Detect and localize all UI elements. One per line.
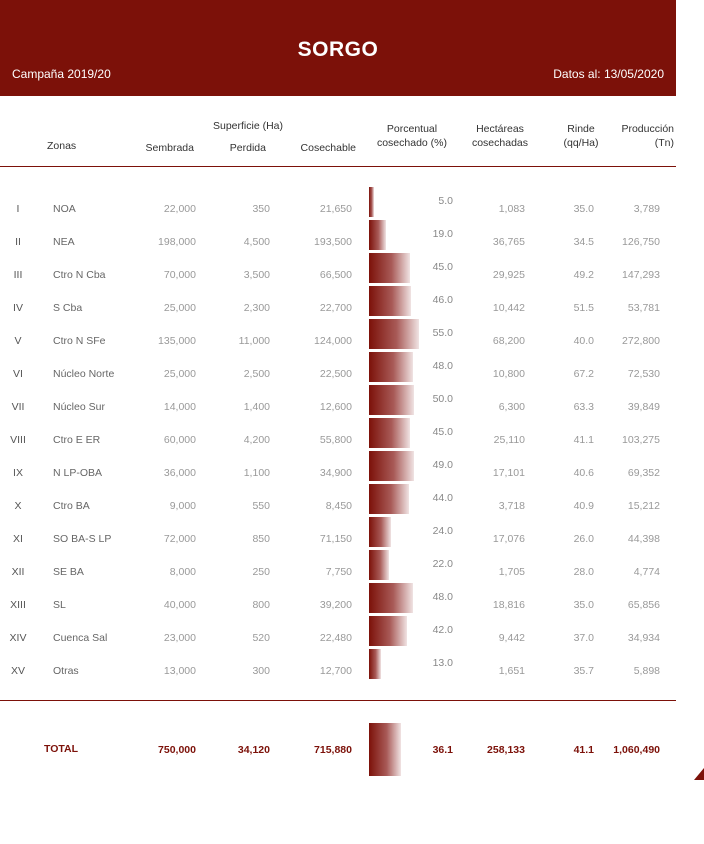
pct-bar [369,418,410,448]
hectareas-value: 29,925 [492,269,525,281]
pct-value: 22.0 [432,558,453,570]
cosechable-value: 71,150 [319,533,352,545]
hectareas-value: 10,442 [492,302,525,314]
produccion-value: 5,898 [633,665,660,677]
rinde-value: 37.0 [573,632,594,644]
pct-bar [369,649,381,679]
zone-name: Cuenca Sal [53,632,108,644]
pct-value: 45.0 [432,261,453,273]
pct-value: 46.0 [432,294,453,306]
sembrada-value: 13,000 [163,665,196,677]
zone-name: Ctro N Cba [53,269,106,281]
cosechable-value: 34,900 [319,467,352,479]
zone-number: X [14,500,22,512]
zone-number: VI [13,368,23,380]
rinde-value: 63.3 [573,401,594,413]
produccion-value: 44,398 [627,533,660,545]
produccion-value: 39,849 [627,401,660,413]
zone-name: Otras [53,665,79,677]
cosechable-value: 12,600 [319,401,352,413]
rinde-value: 35.0 [573,203,594,215]
pct-bar [369,550,389,580]
perdida-value: 520 [252,632,270,644]
hectareas-value: 17,076 [492,533,525,545]
pct-value: 24.0 [432,525,453,537]
total-sembrada: 750,000 [158,744,196,756]
pct-value: 19.0 [432,228,453,240]
header-hectareas-line2: cosechadas [471,137,529,149]
cosechable-value: 7,750 [325,566,352,578]
sembrada-value: 9,000 [169,500,196,512]
hectareas-value: 68,200 [492,335,525,347]
cosechable-value: 66,500 [319,269,352,281]
rinde-value: 67.2 [573,368,594,380]
hectareas-value: 10,800 [492,368,525,380]
zone-name: S Cba [53,302,83,314]
hectareas-value: 9,442 [498,632,525,644]
header-rinde [555,122,607,150]
zone-number: VII [11,401,25,413]
pct-bar [369,484,409,514]
produccion-value: 3,789 [633,203,660,215]
rinde-value: 51.5 [573,302,594,314]
pct-bar [369,616,407,646]
perdida-value: 1,400 [243,401,270,413]
cosechable-value: 22,500 [319,368,352,380]
total-rinde: 41.1 [573,744,594,756]
total-pct: 36.1 [432,744,453,756]
header-rinde-line1: Rinde [567,123,595,135]
produccion-value: 69,352 [627,467,660,479]
header-divider [0,166,676,167]
rinde-value: 28.0 [573,566,594,578]
rinde-value: 34.5 [573,236,594,248]
total-produccion: 1,060,490 [613,744,660,756]
hectareas-value: 1,083 [498,203,525,215]
cosechable-value: 193,500 [314,236,352,248]
zone-name: Ctro BA [53,500,90,512]
hectareas-value: 25,110 [493,434,525,446]
data-date-label: Datos al: 13/05/2020 [553,67,664,81]
perdida-value: 11,000 [238,335,270,347]
header-sembrada: Sembrada [145,142,194,154]
hectareas-value: 1,705 [498,566,525,578]
report-header [0,0,676,96]
rinde-value: 41.1 [573,434,594,446]
total-label: TOTAL [44,743,79,755]
zone-name: Núcleo Norte [53,368,115,380]
zone-number: I [16,203,20,215]
pct-value: 48.0 [432,360,453,372]
cosechable-value: 55,800 [319,434,352,446]
zone-number: VIII [10,434,26,446]
corner-triangle-mark [694,768,704,780]
sembrada-value: 198,000 [158,236,196,248]
cosechable-value: 21,650 [319,203,352,215]
pct-value: 48.0 [432,591,453,603]
perdida-value: 4,500 [243,236,270,248]
perdida-value: 350 [252,203,270,215]
zone-name: NEA [53,236,75,248]
zone-number: XV [10,665,25,677]
produccion-value: 272,800 [622,335,660,347]
zone-number: II [15,236,21,248]
total-cosechable: 715,880 [314,744,352,756]
hectareas-value: 18,816 [492,599,525,611]
zone-number: V [14,335,22,347]
header-hectareas [462,122,538,150]
header-porcentual-line1: Porcentual [386,123,438,135]
cosechable-value: 124,000 [314,335,352,347]
pct-value: 42.0 [432,624,453,636]
hectareas-value: 3,718 [498,500,525,512]
pct-bar [369,220,386,250]
header-porcentual [360,122,464,150]
header-perdida: Perdida [229,142,266,154]
total-hectareas: 258,133 [487,744,525,756]
pct-value: 45.0 [432,426,453,438]
produccion-value: 72,530 [627,368,660,380]
pct-value: 50.0 [432,393,453,405]
cosechable-value: 22,700 [319,302,352,314]
rinde-value: 35.7 [573,665,594,677]
perdida-value: 250 [252,566,270,578]
sembrada-value: 14,000 [163,401,196,413]
pct-value: 13.0 [432,657,453,669]
produccion-value: 103,275 [622,434,660,446]
zone-name: N LP-OBA [53,467,103,479]
rinde-value: 49.2 [573,269,594,281]
zone-number: IX [13,467,23,479]
zone-number: XIII [10,599,26,611]
sembrada-value: 70,000 [163,269,196,281]
produccion-value: 53,781 [627,302,660,314]
produccion-value: 34,934 [627,632,660,644]
pct-value: 49.0 [432,459,453,471]
total-divider [0,700,676,701]
hectareas-value: 1,651 [498,665,525,677]
pct-value: 5.0 [438,195,453,207]
total-perdida: 34,120 [237,744,270,756]
produccion-value: 147,293 [622,269,660,281]
pct-bar [369,187,374,217]
sembrada-value: 72,000 [163,533,196,545]
zone-name: NOA [53,203,76,215]
sembrada-value: 40,000 [163,599,196,611]
zone-number: IV [13,302,23,314]
rinde-value: 40.9 [573,500,594,512]
perdida-value: 850 [252,533,270,545]
header-zonas: Zonas [47,140,77,152]
rinde-value: 35.0 [573,599,594,611]
page-title: SORGO [297,38,379,61]
header-produccion [604,122,674,150]
pct-value: 55.0 [432,327,453,339]
hectareas-value: 36,765 [492,236,525,248]
perdida-value: 800 [252,599,270,611]
sembrada-value: 8,000 [169,566,196,578]
perdida-value: 1,100 [243,467,270,479]
header-rinde-line2: (qq/Ha) [563,137,599,149]
header-porcentual-line2: cosechado (%) [376,137,448,149]
perdida-value: 2,500 [243,368,270,380]
rinde-value: 40.0 [573,335,594,347]
zone-name: SL [53,599,66,611]
zone-name: SO BA-S LP [53,533,112,545]
pct-bar [369,517,391,547]
zone-number: III [13,269,23,281]
perdida-value: 3,500 [243,269,270,281]
sembrada-value: 22,000 [163,203,196,215]
hectareas-value: 6,300 [498,401,525,413]
sembrada-value: 23,000 [163,632,196,644]
pct-value: 44.0 [432,492,453,504]
perdida-value: 300 [252,665,270,677]
produccion-value: 15,212 [627,500,660,512]
zone-name: Ctro E ER [53,434,101,446]
header-hectareas-line1: Hectáreas [476,123,524,135]
perdida-value: 2,300 [243,302,270,314]
total-pct-bar [369,723,401,776]
pct-bar [369,253,410,283]
zone-name: Núcleo Sur [53,401,105,413]
sembrada-value: 36,000 [163,467,196,479]
header-produccion-line2: (Tn) [654,137,674,149]
zone-number: XII [11,566,25,578]
zone-number: XIV [9,632,27,644]
perdida-value: 4,200 [243,434,270,446]
header-produccion-line1: Producción [621,123,674,135]
sembrada-value: 25,000 [163,368,196,380]
sembrada-value: 25,000 [163,302,196,314]
sembrada-value: 135,000 [158,335,196,347]
cosechable-value: 22,480 [319,632,352,644]
hectareas-value: 17,101 [492,467,525,479]
rinde-value: 26.0 [573,533,594,545]
header-superficie: Superficie (Ha) [212,120,284,132]
header-cosechable: Cosechable [300,142,356,154]
zone-name: Ctro N SFe [53,335,106,347]
produccion-value: 126,750 [622,236,660,248]
perdida-value: 550 [252,500,270,512]
campaign-label: Campaña 2019/20 [12,67,111,81]
zone-number: XI [13,533,23,545]
produccion-value: 65,856 [627,599,660,611]
zone-name: SE BA [53,566,84,578]
cosechable-value: 39,200 [319,599,352,611]
produccion-value: 4,774 [633,566,660,578]
cosechable-value: 12,700 [319,665,352,677]
cosechable-value: 8,450 [325,500,352,512]
sembrada-value: 60,000 [163,434,196,446]
rinde-value: 40.6 [573,467,594,479]
